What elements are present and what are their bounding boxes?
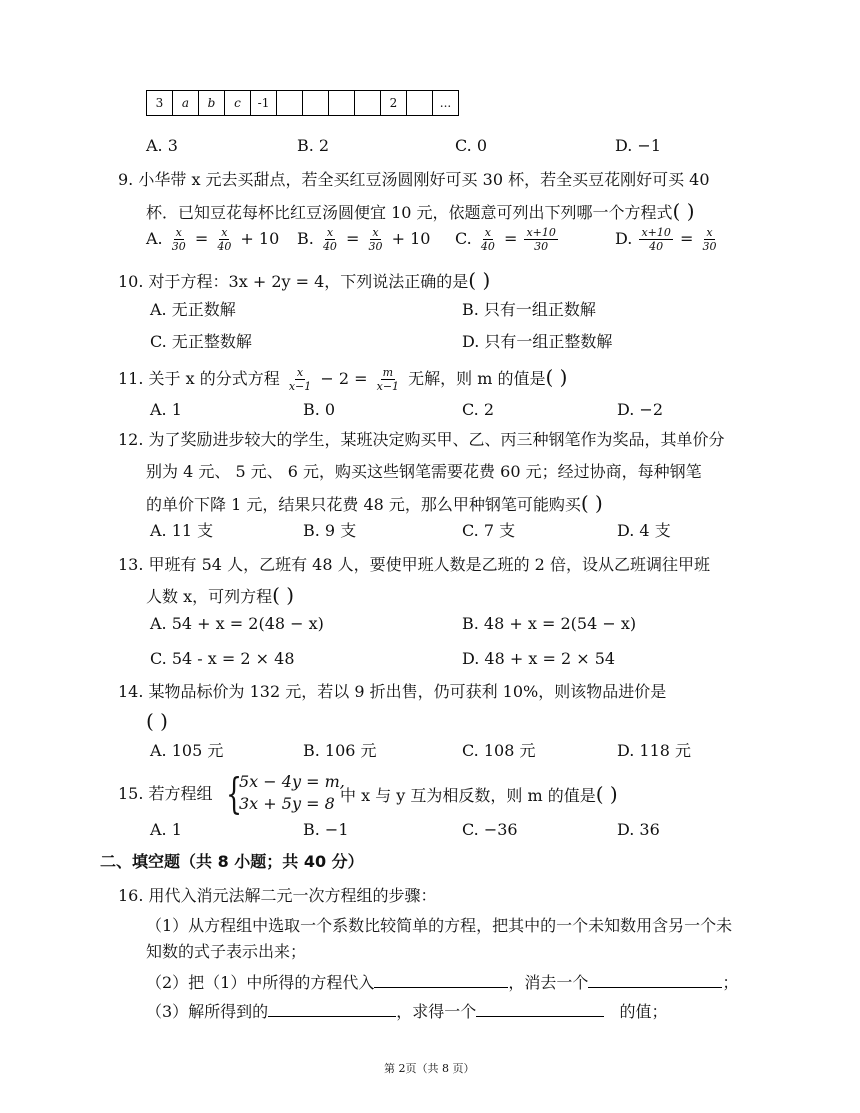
fill-blank[interactable] [588, 971, 722, 988]
q16-step2-text-b: ，消去一个 [508, 973, 589, 992]
q8-option-b: B. 2 [297, 136, 330, 155]
q13-stem-text: 人数 x，可列方程 [146, 587, 273, 606]
section-heading: 二、填空题（共 8 小题；共 40 分） [100, 852, 364, 871]
q12-stem-text: 的单价下降 1 元，结果只花费 48 元，那么甲种钢笔可能购买 [146, 495, 581, 514]
fraction [215, 226, 233, 253]
q16-step3-text-a: （3）解所得到的 [146, 1002, 269, 1021]
sequence-cell [329, 90, 355, 116]
q16-step3 [146, 1000, 667, 1022]
option-tail: + 10 [391, 229, 431, 248]
q9-option-d [615, 226, 720, 253]
q9-option-c [455, 226, 560, 253]
fraction [524, 226, 557, 253]
q12-stem-line2: 别为 4 元、 5 元、 6 元，购买这些钢笔需要花费 60 元；经过协商，每种钢笔 [146, 462, 702, 481]
q10-stem-text: 10. 对于方程：3x + 2y = 4，下列说法正确的是 [118, 272, 469, 291]
sequence-cell: ... [433, 90, 459, 116]
q14-stem-line1: 14. 某物品标价为 132 元，若以 9 折出售，仍可获利 10%，则该物品进价是 [118, 682, 667, 701]
frac-num: m [382, 366, 394, 379]
frac-num: x [175, 226, 182, 239]
frac-den: 40 [649, 240, 664, 253]
q10-option-c: C. 无正整数解 [150, 332, 252, 351]
q14-answer-paren: ( ) [146, 709, 168, 733]
q15-option-a: A. 1 [150, 820, 182, 839]
q12-stem-line3 [146, 493, 603, 515]
fraction [321, 226, 339, 253]
fraction [367, 226, 385, 253]
q15-option-b: B. −1 [303, 820, 349, 839]
q12-answer-paren: ( ) [580, 491, 603, 515]
q13-option-a: A. 54 + x = 2(48 − x) [150, 614, 324, 633]
frac-den: 30 [534, 240, 549, 253]
q11-option-a: A. 1 [150, 400, 182, 419]
q13-option-b: B. 48 + x = 2(54 − x) [462, 614, 637, 633]
q10-option-d: D. 只有一组正整数解 [462, 332, 613, 351]
q9-stem-text: 杯．已知豆花每杯比红豆汤圆便宜 10 元，依题意可列出下列哪一个方程式 [146, 203, 673, 222]
q16-step3-text-c: 的值； [619, 1002, 668, 1021]
q12-option-a: A. 11 支 [150, 521, 214, 540]
sequence-cell: c [225, 90, 251, 116]
frac-den: x−1 [376, 380, 400, 393]
q12-option-b: B. 9 支 [303, 521, 357, 540]
sequence-cell [277, 90, 303, 116]
q15-stem-text: 中 x 与 y 互为相反数，则 m 的值是 [340, 786, 596, 805]
q16-stem: 16. 用代入消元法解二元一次方程组的步骤： [118, 886, 437, 905]
q10-option-a: A. 无正数解 [150, 300, 236, 319]
q15-stem-post [340, 784, 618, 806]
q11-option-c: C. 2 [462, 400, 495, 419]
sequence-cell [407, 90, 433, 116]
equals-sign: = [194, 229, 209, 248]
q12-option-d: D. 4 支 [617, 521, 671, 540]
sequence-cell: -1 [251, 90, 277, 116]
q13-answer-paren: ( ) [272, 583, 295, 607]
q11-stem-post: 无解，则 m 的值是 [408, 369, 546, 388]
sequence-cell: a [173, 90, 199, 116]
q9-option-d-label: D. [615, 229, 633, 248]
frac-den: x−1 [288, 380, 312, 393]
fraction [700, 226, 718, 253]
sequence-cell: b [199, 90, 225, 116]
sequence-table [146, 90, 459, 116]
q13-option-d: D. 48 + x = 2 × 54 [462, 649, 616, 668]
sequence-cell: 3 [147, 90, 173, 116]
q10-stem [118, 270, 490, 292]
frac-num: x [221, 226, 228, 239]
frac-num: x [372, 226, 379, 239]
q16-step1-line2: 知数的式子表示出来； [146, 942, 307, 961]
system-equation-1: 5x − 4y = m, [239, 772, 345, 791]
q16-step2-text-a: （2）把（1）中所得的方程代入 [146, 973, 375, 992]
q14-option-a: A. 105 元 [150, 741, 224, 760]
q11-stem-pre: 11. 关于 x 的分式方程 [118, 369, 280, 388]
fraction [287, 366, 313, 393]
q9-option-a-label: A. [146, 229, 163, 248]
q12-stem-line1: 12. 为了奖励进步较大的学生，某班决定购买甲、乙、丙三种钢笔作为奖品，其单价分 [118, 430, 725, 449]
fill-blank[interactable] [268, 1000, 396, 1017]
q11-option-b: B. 0 [303, 400, 336, 419]
q13-option-c: C. 54 - x = 2 × 48 [150, 649, 295, 668]
left-brace: { [226, 769, 243, 818]
q9-stem-line2 [146, 201, 695, 223]
frac-num: x [296, 366, 304, 379]
q14-option-b: B. 106 元 [303, 741, 377, 760]
q11-answer-paren: ( ) [545, 365, 568, 389]
q13-stem-line1: 13. 甲班有 54 人，乙班有 48 人，要使甲班人数是乙班的 2 倍，设从乙班调往甲班 [118, 555, 710, 574]
q8-option-a: A. 3 [146, 136, 178, 155]
q16-step1-line1: （1）从方程组中选取一个系数比较简单的方程，把其中的一个未知数用含另一个未 [146, 916, 733, 935]
q11-option-d: D. −2 [617, 400, 664, 419]
frac-den: 30 [171, 240, 186, 253]
q16-step2 [146, 971, 738, 993]
sequence-cell [355, 90, 381, 116]
q9-option-c-label: C. [455, 229, 472, 248]
q11-stem [118, 366, 567, 393]
q15-option-d: D. 36 [617, 820, 660, 839]
frac-den: 30 [702, 240, 717, 253]
q15-stem-pre: 15. 若方程组 [118, 784, 213, 803]
frac-num: x [706, 226, 713, 239]
q9-option-b-label: B. [297, 229, 314, 248]
fraction [375, 366, 401, 393]
option-tail: + 10 [240, 229, 280, 248]
q15-answer-paren: ( ) [595, 782, 618, 806]
q8-option-d: D. −1 [615, 136, 662, 155]
fill-blank[interactable] [374, 971, 508, 988]
frac-den: 40 [217, 240, 232, 253]
q11-stem-mid: − 2 = [320, 369, 368, 388]
q16-step3-text-b: ，求得一个 [396, 1002, 477, 1021]
equals-sign: = [346, 229, 360, 248]
q12-option-c: C. 7 支 [462, 521, 516, 540]
fraction [170, 226, 188, 253]
q9-option-b [297, 226, 430, 253]
sequence-cell: 2 [381, 90, 407, 116]
frac-den: 40 [322, 240, 337, 253]
fraction [479, 226, 497, 253]
q13-stem-line2 [146, 585, 294, 607]
q9-answer-paren: ( ) [672, 199, 695, 223]
frac-num: x+10 [641, 226, 671, 239]
frac-num: x+10 [526, 226, 556, 239]
sequence-cell [303, 90, 329, 116]
q16-step2-text-c: ； [722, 973, 739, 992]
fraction [639, 226, 672, 253]
page-footer: 第 2页（共 8 页） [384, 1062, 475, 1075]
q10-answer-paren: ( ) [468, 268, 491, 292]
frac-den: 40 [480, 240, 495, 253]
frac-den: 30 [368, 240, 383, 253]
equals-sign: = [503, 229, 518, 248]
fill-blank[interactable] [476, 1000, 604, 1017]
frac-num: x [484, 226, 491, 239]
q9-stem-line1: 9. 小华带 x 元去买甜点，若全买红豆汤圆刚好可买 30 杯，若全买豆花刚好可买 40 [118, 170, 710, 189]
q8-option-c: C. 0 [455, 136, 488, 155]
equals-sign: = [679, 229, 694, 248]
q15-option-c: C. −36 [462, 820, 518, 839]
q14-option-d: D. 118 元 [617, 741, 692, 760]
q14-option-c: C. 108 元 [462, 741, 536, 760]
frac-num: x [326, 226, 334, 239]
system-equation-2: 3x + 5y = 8 [239, 794, 335, 813]
q10-option-b: B. 只有一组正数解 [462, 300, 596, 319]
q9-option-a [146, 226, 279, 253]
